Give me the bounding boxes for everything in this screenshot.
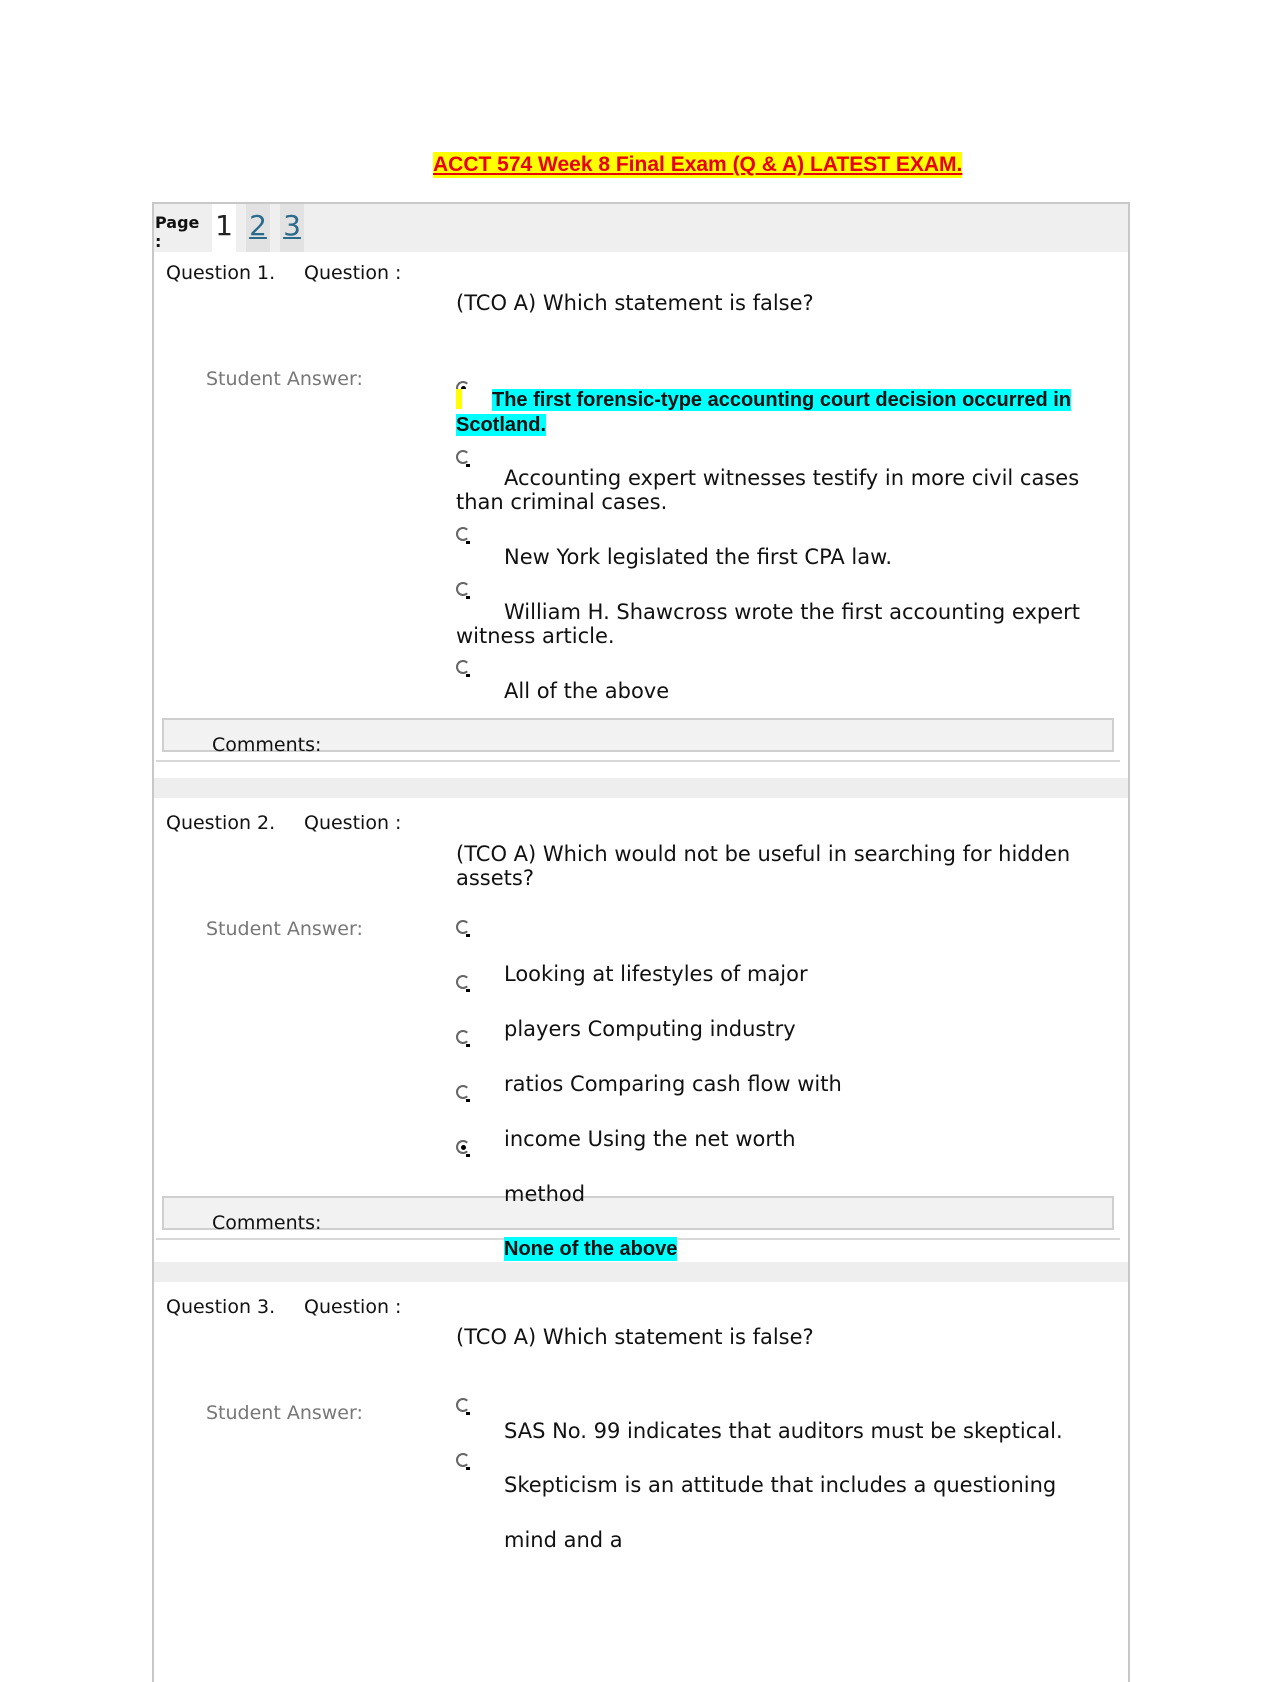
- comments-label: Comments:: [212, 734, 322, 756]
- question-label: Question :: [304, 262, 402, 284]
- section-band: [154, 1262, 1128, 1282]
- answer-line: players Computing industry: [504, 1017, 796, 1041]
- answer-line: method: [504, 1182, 586, 1206]
- answer-line: Skepticism is an attitude that includes a questioning: [504, 1473, 1057, 1497]
- answer-line: income Using the net worth: [504, 1127, 796, 1151]
- question-text: (TCO A) Which statement is false?: [456, 291, 814, 315]
- answer-radio-selected[interactable]: [456, 1140, 470, 1154]
- highlight-mark: [456, 389, 462, 409]
- pager-label: Page :: [155, 213, 200, 251]
- student-answer-label: Student Answer:: [206, 1402, 363, 1424]
- answer-line: Looking at lifestyles of major: [504, 962, 808, 986]
- answer-option-3: New York legislated the first CPA law.: [504, 545, 893, 569]
- answer-radio[interactable]: [456, 920, 470, 934]
- answer-option-5: All of the above: [504, 679, 670, 703]
- answer-radio[interactable]: [456, 975, 470, 989]
- answer-option-2: Accounting expert witnesses testify in more civil cases than criminal cases.: [456, 466, 1080, 514]
- correct-answer-text: None of the above: [504, 1238, 678, 1260]
- answer-radio[interactable]: [456, 660, 470, 674]
- section-band: [154, 778, 1128, 798]
- page-link-3[interactable]: 3: [280, 204, 304, 252]
- comments-label: Comments:: [212, 1212, 322, 1234]
- answer-option-1: [456, 388, 1116, 438]
- correct-answer-text: The first forensic-type accounting court decision occurred in Scotland.: [456, 389, 1071, 436]
- answer-radio[interactable]: [456, 527, 470, 541]
- page-link-1[interactable]: 1: [212, 204, 236, 252]
- question-label: Question :: [304, 1296, 402, 1318]
- document-title: ACCT 574 Week 8 Final Exam (Q & A) LATEST EXAM.: [433, 153, 963, 176]
- divider: [156, 760, 1120, 762]
- student-answer-label: Student Answer:: [206, 918, 363, 940]
- question-number: Question 3.: [166, 1296, 276, 1318]
- answer-radio[interactable]: [456, 1453, 470, 1467]
- answer-line: SAS No. 99 indicates that auditors must be skeptical.: [504, 1419, 1063, 1443]
- answer-radio[interactable]: [456, 1398, 470, 1412]
- answer-radio[interactable]: [456, 450, 470, 464]
- question-label: Question :: [304, 812, 402, 834]
- question-number: Question 1.: [166, 262, 276, 284]
- page-link-2[interactable]: 2: [246, 204, 270, 252]
- answer-line: ratios Comparing cash flow with: [504, 1072, 842, 1096]
- answer-option-4: William H. Shawcross wrote the first accounting expert witness article.: [456, 600, 1081, 648]
- answer-line: mind and a: [504, 1528, 623, 1552]
- answer-radio[interactable]: [456, 582, 470, 596]
- answer-radio[interactable]: [456, 1030, 470, 1044]
- question-number: Question 2.: [166, 812, 276, 834]
- question-text: (TCO A) Which would not be useful in searching for hidden assets?: [456, 842, 1071, 890]
- student-answer-label: Student Answer:: [206, 368, 363, 390]
- question-text: (TCO A) Which statement is false?: [456, 1325, 814, 1349]
- answer-radio[interactable]: [456, 1085, 470, 1099]
